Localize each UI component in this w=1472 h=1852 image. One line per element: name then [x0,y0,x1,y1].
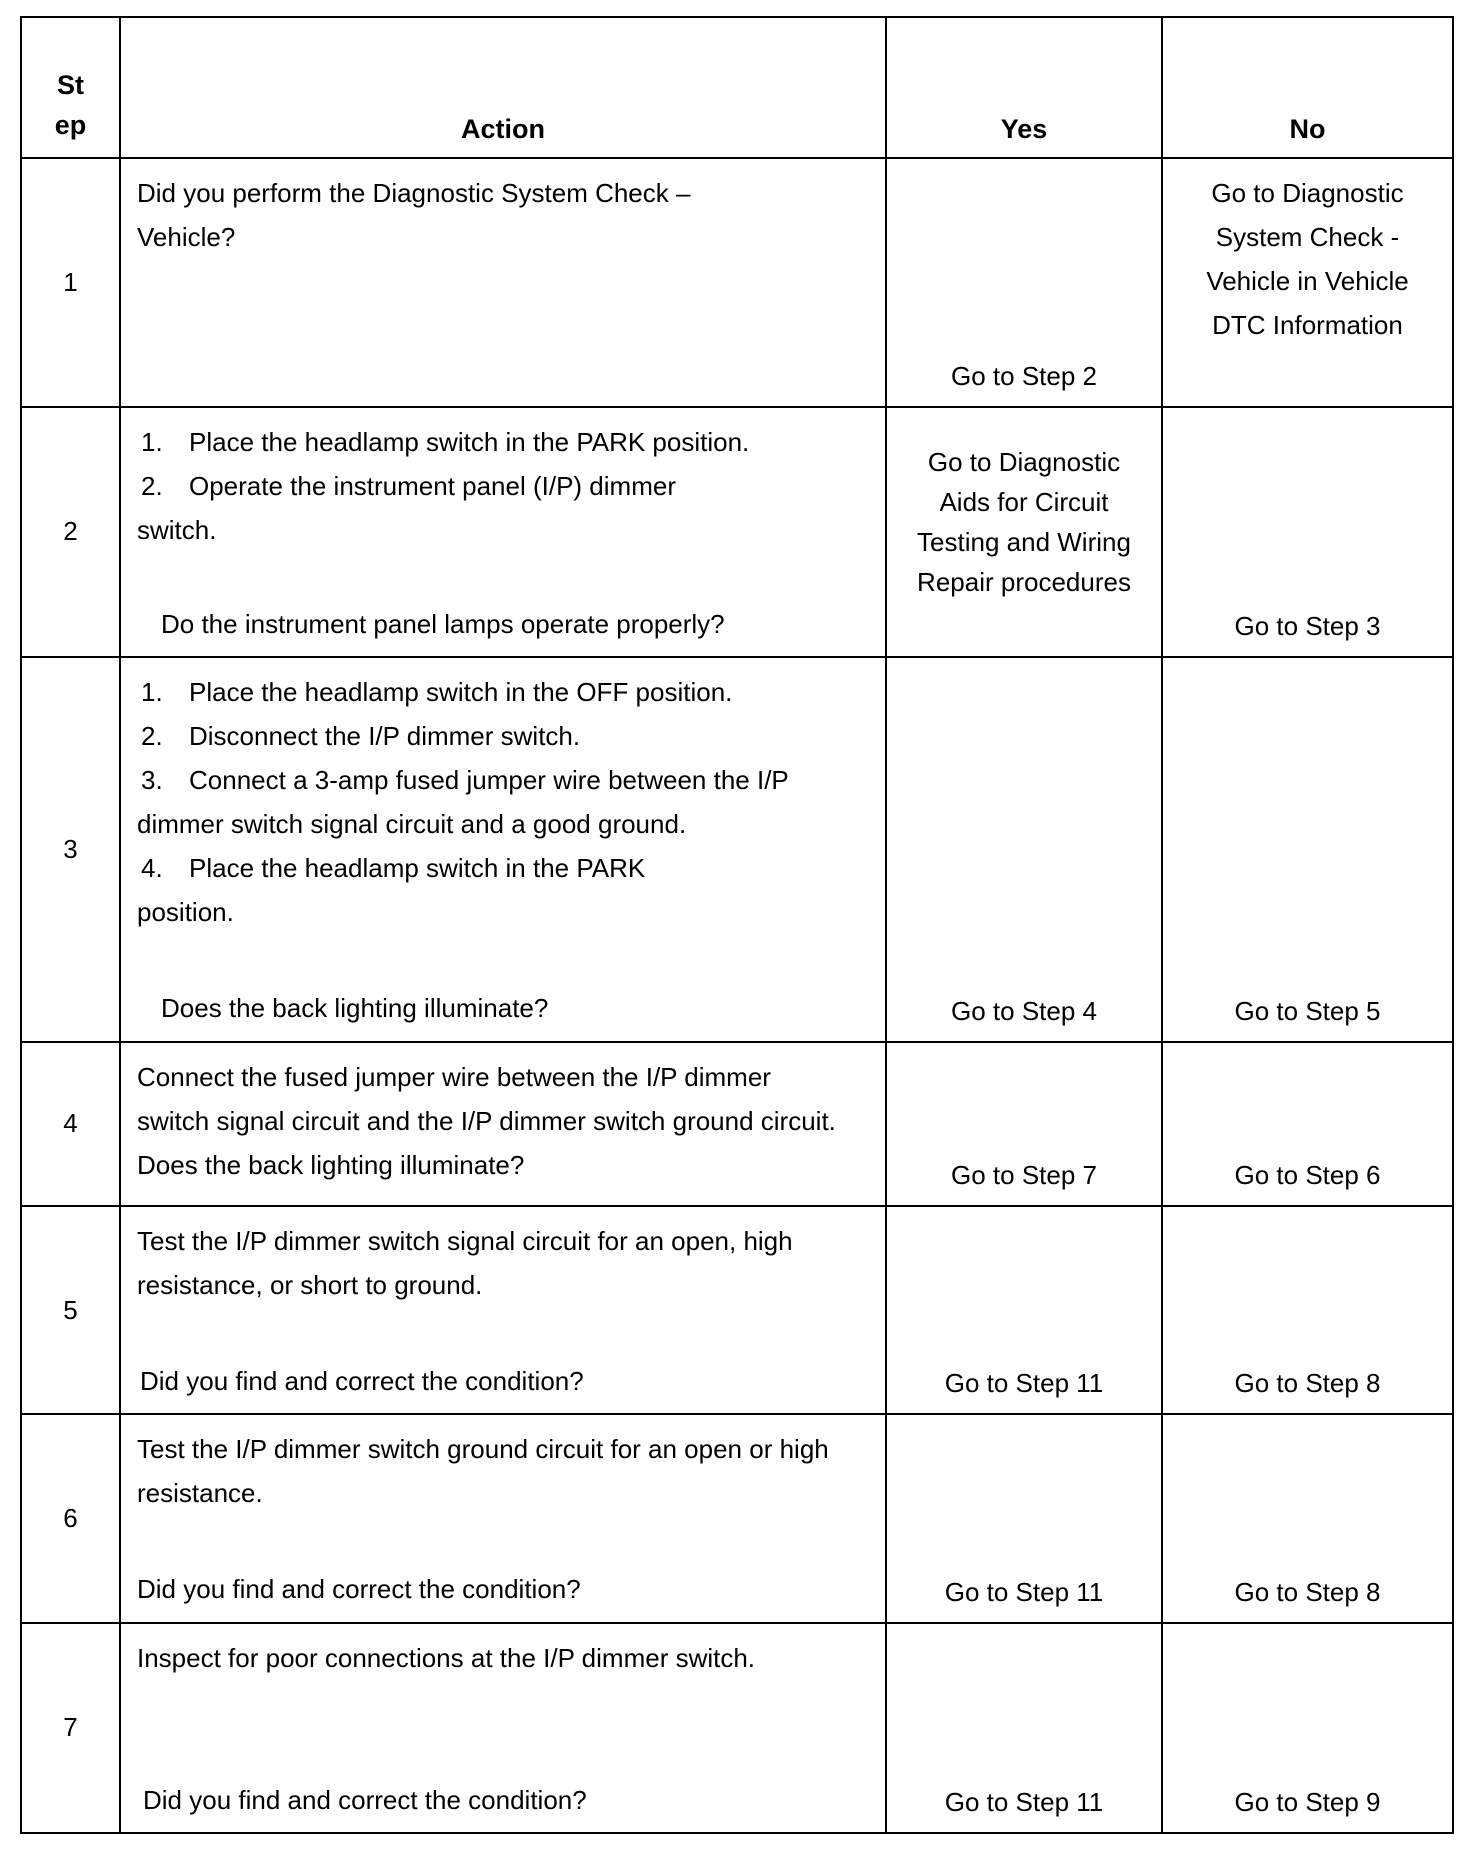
action-question: Did you find and correct the condition? [143,1784,587,1815]
action-list-item: 1. Place the headlamp switch in the PARK position. [141,426,750,457]
header-yes: Yes [886,17,1162,158]
table-row [21,1623,1453,1833]
table-row [21,1042,1453,1206]
action-item-text: Place the headlamp switch in the OFF position. [189,677,733,708]
yes-cell: Go to Step 2 [886,158,1162,406]
action-item-text: Disconnect the I/P dimmer switch. [189,721,581,752]
action-list-item: 2. Disconnect the I/P dimmer switch. [141,721,581,752]
action-question: Does the back lighting illuminate? [161,993,549,1024]
diagnostic-table [20,16,1454,1834]
header-row [21,17,1453,158]
yes-cell [886,407,1162,657]
no-cell: Go to Step 8 [1162,1206,1453,1414]
header-step-line1: St [57,70,84,101]
action-list-item: 1. Place the headlamp switch in the OFF position. [141,677,733,708]
no-cell: Go to Step 5 [1162,657,1453,1042]
action-cell [120,1206,886,1414]
table-row [21,158,1453,406]
action-text: Did you perform the Diagnostic System Check – Vehicle? [137,178,691,253]
no-cell: Go to Step 6 [1162,1042,1453,1206]
step-number: 1 [21,158,120,406]
yes-cell: Go to Step 4 [886,657,1162,1042]
action-item-text: Connect a 3-amp fused jumper wire between the I/P dimmer switch signal circuit and a good ground. [137,765,789,840]
table-row [21,657,1453,1042]
action-item-text: Operate the instrument panel (I/P) dimmer switch. [137,470,676,545]
action-item-text: Place the headlamp switch in the PARK position. [137,853,646,928]
header-step [21,17,120,158]
step-number: 4 [21,1042,120,1206]
no-cell: Go to Step 8 [1162,1414,1453,1622]
step-number: 6 [21,1414,120,1622]
step-number: 3 [21,657,120,1042]
action-cell [120,158,886,406]
step-number: 7 [21,1623,120,1833]
action-text: Test the I/P dimmer switch ground circuit for an open or high resistance. [137,1434,829,1509]
no-text: Go to Diagnostic System Check - Vehicle in Vehicle DTC Information [1206,178,1409,341]
yes-cell: Go to Step 11 [886,1414,1162,1622]
table-row [21,407,1453,657]
header-no: No [1162,17,1453,158]
action-cell [120,407,886,657]
action-list-item: 3. Connect a 3-amp fused jumper wire between the I/P dimmer switch signal circuit and a good ground. [137,765,789,840]
yes-cell: Go to Step 11 [886,1206,1162,1414]
action-cell [120,1623,886,1833]
header-action: Action [120,17,886,158]
action-question: Do the instrument panel lamps operate properly? [161,608,725,639]
table-row [21,1206,1453,1414]
yes-cell: Go to Step 7 [886,1042,1162,1206]
no-cell: Go to Step 3 [1162,407,1453,657]
action-cell [120,1414,886,1622]
header-step-line2: ep [54,110,87,141]
action-list-item: 4. Place the headlamp switch in the PARK position. [137,853,646,928]
step-number: 5 [21,1206,120,1414]
action-list-item: 2. Operate the instrument panel (I/P) dimmer switch. [137,470,676,545]
action-text: Test the I/P dimmer switch signal circuit for an open, high resistance, or short to ground. [137,1225,793,1300]
action-item-text: Place the headlamp switch in the PARK position. [189,426,750,457]
step-number: 2 [21,407,120,657]
no-cell [1162,158,1453,406]
action-question: Did you find and correct the condition? [137,1574,581,1605]
no-cell: Go to Step 9 [1162,1623,1453,1833]
action-text: Connect the fused jumper wire between the I/P dimmer switch signal circuit and the I/P dimmer switch ground circuit. Does the back lighting illuminate? [137,1061,836,1180]
action-cell [120,1042,886,1206]
action-cell [120,657,886,1042]
action-question: Did you find and correct the condition? [140,1365,584,1396]
yes-cell: Go to Step 11 [886,1623,1162,1833]
table-row [21,1414,1453,1622]
yes-text: Go to Diagnostic Aids for Circuit Testing and Wiring Repair procedures [917,446,1131,597]
action-text: Inspect for poor connections at the I/P dimmer switch. [137,1642,756,1673]
